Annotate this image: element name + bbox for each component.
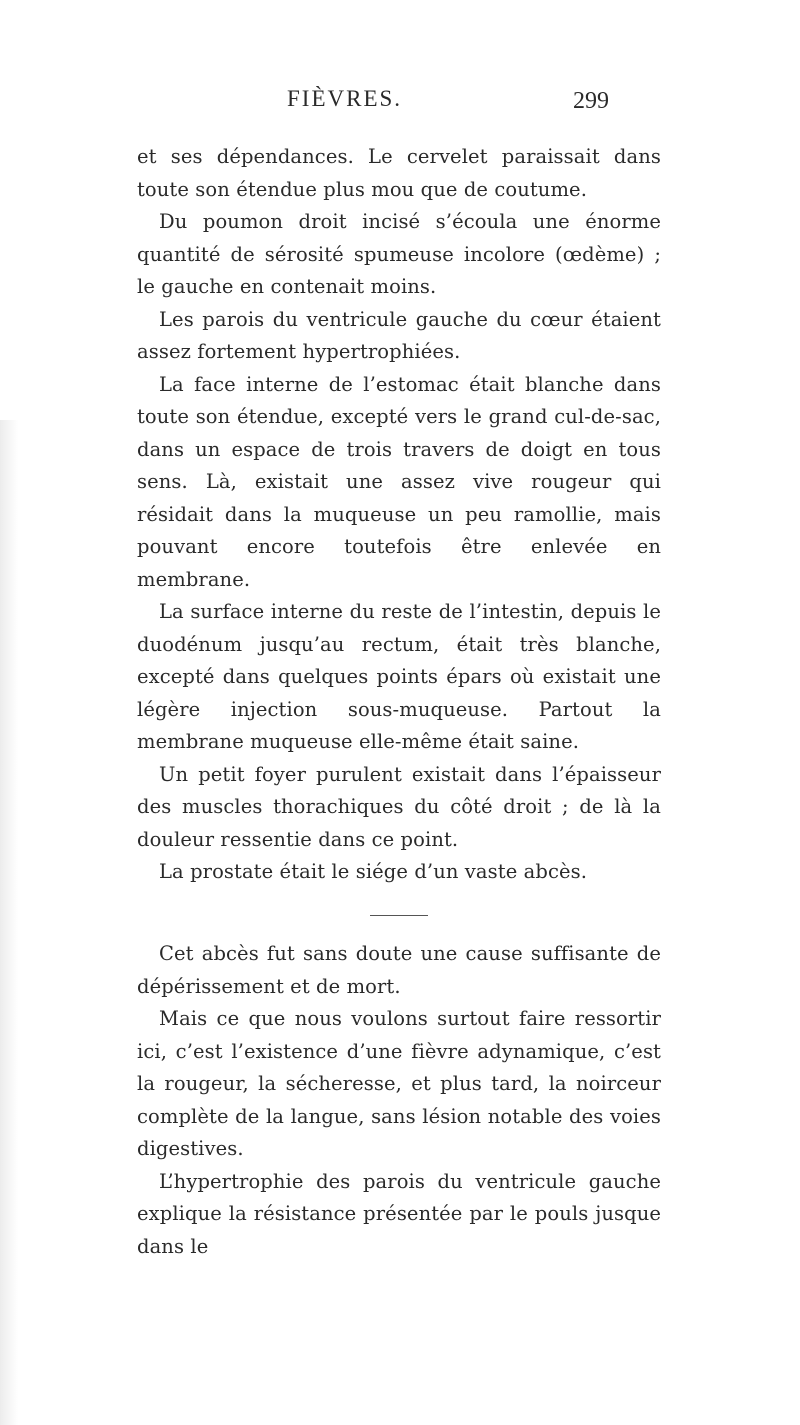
page-number: 299	[573, 88, 609, 114]
paragraph: et ses dépendances. Le cervelet paraissait dans toute son étendue plus mou que de coutume.	[137, 145, 661, 201]
page-header	[0, 86, 800, 122]
paragraph: Cet abcès fut sans doute une cause suffisante de dépérissement et de mort.	[137, 942, 661, 998]
paragraph: Du poumon droit incisé s’écoula une énorme quantité de sérosité spumeuse incolore (œdème) ; le gauche en contenait moins.	[137, 210, 661, 298]
section-separator	[370, 915, 428, 917]
page-spine-shadow	[0, 420, 18, 1425]
page-body	[137, 141, 661, 1263]
paragraph: Un petit foyer purulent existait dans l’épaisseur des muscles thorachiques du côté droit ; de là la douleur ressentie dans ce point.	[137, 762, 661, 851]
paragraph: Mais ce que nous voulons surtout faire ressortir ici, c’est l’existence d’une fièvre adynamique, c’est la rougeur, la sécheresse, et plus tard, la noirceur complète de la langue, sans lésion notable des voies digestives.	[137, 1007, 661, 1160]
running-title: FIÈVRES.	[287, 86, 403, 111]
paragraph: Les parois du ventricule gauche du cœur étaient assez fortement hypertrophiées.	[137, 307, 661, 363]
paragraph: L’hypertrophie des parois du ventricule gauche explique la résistance présentée par le pouls jusque dans le	[137, 1169, 661, 1258]
paragraph: La surface interne du reste de l’intestin, depuis le duodénum jusqu’au rectum, était très blanche, excepté dans quelques points épars où existait une légère injection sous-muqueuse. Partout la membrane muqueuse elle-même était saine.	[137, 600, 661, 753]
paragraph: La prostate était le siége d’un vaste abcès.	[159, 860, 588, 883]
paragraph: La face interne de l’estomac était blanche dans toute son étendue, excepté vers le grand cul-de-sac, dans un espace de trois travers de doigt en tous sens. Là, existait une assez vive rougeur qui résidait dans la muqueuse un peu ramollie, mais pouvant encore toutefois être enlevée en membrane.	[137, 372, 661, 591]
